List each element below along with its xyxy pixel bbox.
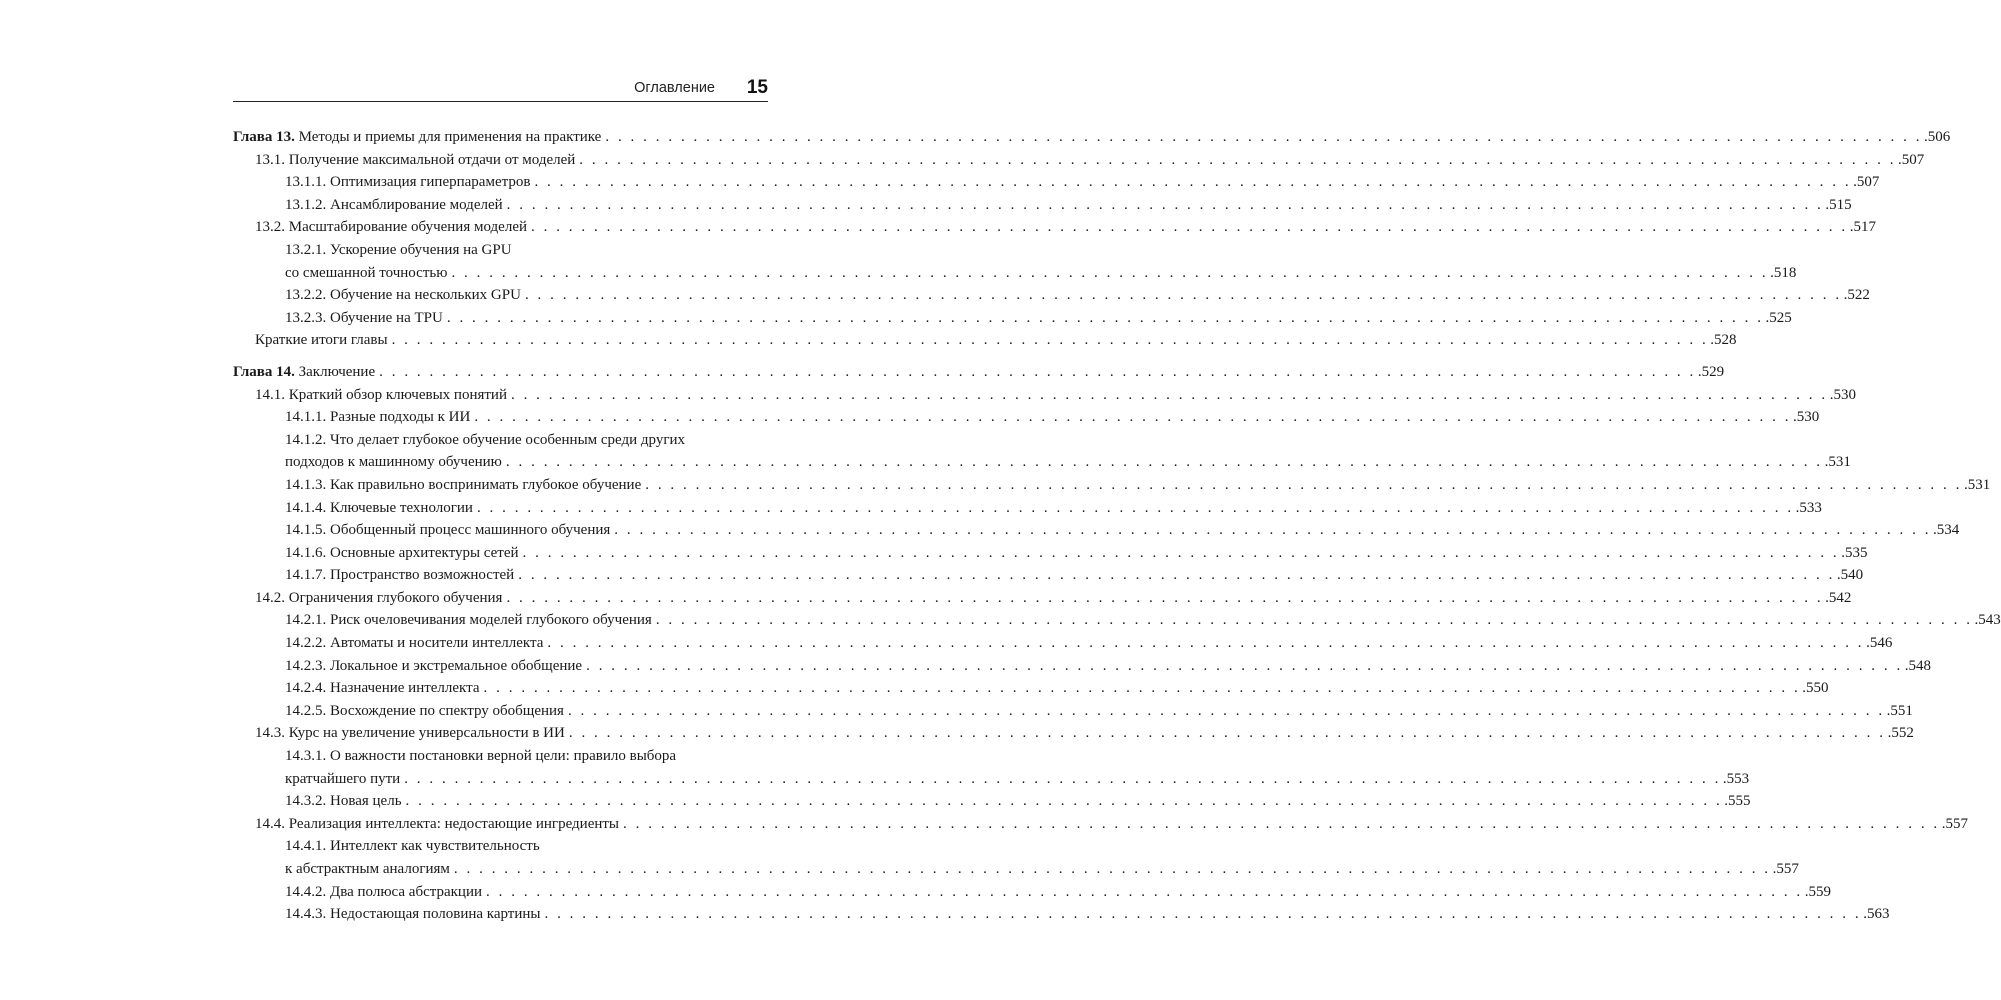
toc-entry-title [285,700,564,723]
toc-subsection-entry[interactable] [233,429,1851,474]
toc-entry-title [285,262,447,285]
toc-page-number: .546 [1866,635,1893,652]
toc-dot-leader: . . . . . . . . . . . . . . . . . . . . . . . . . . . . . . . . . . . . . . . . . . . . . . . . . . . . . . . . . . . . . . . . . . . . . . . . . . . . . . . . . . . . . . . . . . . . . . . . . . . . . . . . . [655,612,1973,629]
table-of-contents [233,126,2001,926]
toc-dot-leader: . . . . . . . . . . . . . . . . . . . . . . . . . . . . . . . . . . . . . . . . . . . . . . . . . . . . . . . . . . . . . . . . . . . . . . . . . . . . . . . . . . . . . . . . . . . . . . . . . . . . . . . . . [453,861,1771,877]
toc-subsection-entry[interactable] [233,497,1822,520]
toc-entry-title [285,406,470,429]
toc-entry-title-text: 14.1.4. Ключевые технологии [285,499,473,516]
toc-dot-leader: . . . . . . . . . . . . . . . . . . . . . . . . . . . . . . . . . . . . . . . . . . . . . . . . . . . . . . . . . . . . . . . . . . . . . . . . . . . . . . . . . . . . . . . . . . . . . . . . . . . . . . . . . [534,174,1852,191]
toc-dot-leader: . . . . . . . . . . . . . . . . . . . . . . . . . . . . . . . . . . . . . . . . . . . . . . . . . . . . . . . . . . . . . . . . . . . . . . . . . . . . . . . . . . . . . . . . . . . . . . . . . . . . . . . . . [451,264,1769,281]
toc-entry-title [285,474,641,497]
toc-entry-title-text: Заключение [294,363,376,380]
toc-entry-title-text: 13.1.2. Ансамблирование моделей [285,196,503,213]
toc-section-entry[interactable] [233,216,1876,239]
toc-entry-title-text: 14.3.2. Новая цель [285,793,402,810]
toc-page-number: .518 [1770,264,1797,281]
toc-section-entry[interactable] [233,329,1737,352]
toc-entry-title-text: 14.2.3. Локальное и экстремальное обобщение [285,657,583,674]
toc-entry-title [255,216,527,239]
toc-entry-title-first-line: 14.3.1. О важности постановки верной цели: правило выбора [285,748,677,765]
toc-page-number: .533 [1795,499,1822,516]
toc-entry-title-text: 13.2.2. Обучение на нескольких GPU [285,287,521,304]
toc-entry-line [285,609,2001,632]
toc-entry-line [285,171,1880,194]
toc-subsection-entry[interactable] [233,194,1852,217]
toc-chapter-label: Глава 14. [233,363,295,380]
toc-entry-line [255,722,1914,745]
toc-section-entry[interactable] [233,384,1856,407]
toc-entry-title [285,790,402,813]
toc-page-number: .557 [1941,815,1968,832]
toc-entry-title [255,813,619,836]
toc-entry-line [285,307,1792,330]
toc-entry-title-text: 13.2.3. Обучение на TPU [285,309,443,326]
toc-dot-leader: . . . . . . . . . . . . . . . . . . . . . . . . . . . . . . . . . . . . . . . . . . . . . . . . . . . . . . . . . . . . . . . . . . . . . . . . . . . . . . . . . . . . . . . . . . . . . . . . . . . . . . . . . [547,635,1865,652]
toc-page-number: .507 [1898,151,1925,168]
toc-subsection-entry[interactable] [233,406,1820,429]
toc-dot-leader: . . . . . . . . . . . . . . . . . . . . . . . . . . . . . . . . . . . . . . . . . . . . . . . . . . . . . . . . . . . . . . . . . . . . . . . . . . . . . . . . . . . . . . . . . . . . . . . . . . . . . . . . . [506,589,1824,606]
toc-entry-title [285,858,450,881]
toc-page-number: .555 [1724,793,1751,810]
toc-chapter-label: Глава 13. [233,129,295,145]
toc-entry-title [285,542,519,565]
toc-entry-title [255,587,502,610]
toc-page-number: .534 [1933,522,1960,539]
toc-chapter-block [233,361,2001,926]
toc-subsection-entry[interactable] [233,677,1829,700]
toc-dot-leader: . . . . . . . . . . . . . . . . . . . . . . . . . . . . . . . . . . . . . . . . . . . . . . . . . . . . . . . . . . . . . . . . . . . . . . . . . . . . . . . . . . . . . . . . . . . . . . . . . . . . . . . . . [524,287,1842,304]
toc-entry-title [255,149,575,172]
toc-entry-title-text: 13.1.1. Оптимизация гиперпараметров [285,174,531,191]
toc-entry-title-text: 14.1. Краткий обзор ключевых понятий [255,386,507,403]
toc-dot-leader: . . . . . . . . . . . . . . . . . . . . . . . . . . . . . . . . . . . . . . . . . . . . . . . . . . . . . . . . . . . . . . . . . . . . . . . . . . . . . . . . . . . . . . . . . . . . . . . . . . . . . . . . . [522,544,1840,561]
toc-entry-line [285,451,1851,474]
toc-entry-title-text: 14.1.6. Основные архитектуры сетей [285,544,519,561]
toc-entry-title-text: 14.3. Курс на увеличение универсальности в ИИ [255,725,565,742]
toc-entry-title [255,329,388,352]
toc-entry-line [285,284,1870,307]
toc-entry-line [285,194,1852,217]
toc-entry-title [285,564,514,587]
toc-entry-title-text: 14.1.7. Пространство возможностей [285,567,515,584]
toc-entry-title-text: 14.2.4. Назначение интеллекта [285,680,480,697]
running-header [233,79,768,102]
toc-page-number: .535 [1841,544,1868,561]
toc-entry-line [233,126,1951,149]
toc-entry-first-line [285,429,768,452]
toc-subsection-entry[interactable] [233,632,1893,655]
toc-page-number: .531 [1824,454,1851,471]
toc-dot-leader: . . . . . . . . . . . . . . . . . . . . . . . . . . . . . . . . . . . . . . . . . . . . . . . . . . . . . . . . . . . . . . . . . . . . . . . . . . . . . . . . . . . . . . . . . . . . . . . . . . . . . . . . . [486,883,1803,900]
toc-page-number: .530 [1829,386,1856,403]
toc-section-entry[interactable] [233,587,1852,610]
toc-dot-leader: . . . . . . . . . . . . . . . . . . . . . . . . . . . . . . . . . . . . . . . . . . . . . . . . . . . . . . . . . . . . . . . . . . . . . . . . . . . . . . . . . . . . . . . . . . . . . . . . . . . . . . . . . [483,680,1801,697]
toc-entry-title [285,609,652,632]
toc-entry-title [285,451,502,474]
toc-entry-title-text: 14.2.5. Восхождение по спектру обобщения [285,702,564,719]
toc-entry-title-text: Методы и приемы для применения на практике [294,129,602,145]
toc-subsection-entry[interactable] [233,542,1868,565]
toc-entry-first-line [285,745,768,768]
toc-page-number: .528 [1710,332,1737,349]
toc-entry-line [285,858,1799,881]
toc-entry-line [285,677,1829,700]
toc-subsection-entry[interactable] [233,239,1797,284]
toc-section-entry[interactable] [233,149,1925,172]
toc-entry-line [285,790,1751,813]
toc-entry-title-text: к абстрактным аналогиям [285,861,450,877]
toc-entry-line [285,903,1890,926]
toc-page-number: .515 [1825,196,1852,213]
toc-subsection-entry[interactable] [233,307,1792,330]
toc-entry-title [285,519,610,542]
toc-dot-leader: . . . . . . . . . . . . . . . . . . . . . . . . . . . . . . . . . . . . . . . . . . . . . . . . . . . . . . . . . . . . . . . . . . . . . . . . . . . . . . . . . . . . . . . . . . . . . . . . . . . . . . . . . [474,409,1792,426]
toc-page-number: .525 [1765,309,1792,326]
toc-subsection-entry[interactable] [233,903,1890,926]
toc-entry-title [285,284,521,307]
toc-dot-leader: . . . . . . . . . . . . . . . . . . . . . . . . . . . . . . . . . . . . . . . . . . . . . . . . . . . . . . . . . . . . . . . . . . . . . . . . . . . . . . . . . . . . . . . . . . . . . . . . . . . . . . . . . [518,567,1835,584]
toc-dot-leader: . . . . . . . . . . . . . . . . . . . . . . . . . . . . . . . . . . . . . . . . . . . . . . . . . . . . . . . . . . . . . . . . . . . . . . . . . . . . . . . . . . . . . . . . . . . . . . . . . . . . . . . . . [379,363,1696,380]
toc-entry-line [255,216,1876,239]
toc-entry-title-text: 14.4. Реализация интеллекта: недостающие ингредиенты [255,815,620,832]
toc-page-number: .522 [1843,287,1870,304]
toc-entry-line [255,329,1737,352]
toc-entry-title [285,194,503,217]
toc-entry-line [285,474,1991,497]
toc-subsection-entry[interactable] [233,474,1991,497]
toc-entry-title-text: 13.1. Получение максимальной отдачи от моделей [255,151,576,168]
toc-subsection-entry[interactable] [233,835,1799,880]
toc-subsection-entry[interactable] [233,881,1831,904]
toc-dot-leader: . . . . . . . . . . . . . . . . . . . . . . . . . . . . . . . . . . . . . . . . . . . . . . . . . . . . . . . . . . . . . . . . . . . . . . . . . . . . . . . . . . . . . . . . . . . . . . . . . . . . . . . . . [623,815,1940,832]
toc-entry-title [285,677,480,700]
toc-entry-title [255,722,565,745]
toc-entry-line [285,406,1820,429]
toc-entry-title-text: 14.2. Ограничения глубокого обучения [255,589,503,606]
toc-page-number: .548 [1904,657,1932,674]
toc-entry-title [233,361,375,384]
toc-subsection-entry[interactable] [233,655,1932,678]
toc-section-entry[interactable] [233,722,1914,745]
toc-entry-title [285,655,582,678]
toc-page-number: .542 [1825,589,1852,606]
toc-entry-title-text: 14.1.5. Обобщенный процесс машинного обучения [285,522,611,539]
toc-dot-leader: . . . . . . . . . . . . . . . . . . . . . . . . . . . . . . . . . . . . . . . . . . . . . . . . . . . . . . . . . . . . . . . . . . . . . . . . . . . . . . . . . . . . . . . . . . . . . . . . . . . . . . . . . [506,196,1824,213]
toc-dot-leader: . . . . . . . . . . . . . . . . . . . . . . . . . . . . . . . . . . . . . . . . . . . . . . . . . . . . . . . . . . . . . . . . . . . . . . . . . . . . . . . . . . . . . . . . . . . . . . . . . . . . . . . . . [476,499,1794,516]
toc-entry-title-text: 14.4.2. Два полюса абстракции [285,883,483,900]
toc-chapter-entry[interactable] [233,361,1725,384]
toc-subsection-entry[interactable] [233,700,1913,723]
toc-entry-title [233,126,601,149]
toc-subsection-entry[interactable] [233,284,1870,307]
toc-entry-title-text: 14.4.3. Недостающая половина картины [285,906,541,923]
toc-page-number: .553 [1722,770,1750,787]
toc-page-number: .563 [1863,906,1890,923]
toc-dot-leader: . . . . . . . . . . . . . . . . . . . . . . . . . . . . . . . . . . . . . . . . . . . . . . . . . . . . . . . . . . . . . . . . . . . . . . . . . . . . . . . . . . . . . . . . . . . . . . . . . . . . . . . . . [645,476,1962,493]
toc-entry-line [285,542,1868,565]
toc-page-number: .552 [1887,725,1914,742]
toc-entry-line [255,813,1968,836]
toc-entry-line [285,564,1864,587]
toc-subsection-entry[interactable] [233,519,1960,542]
toc-entry-title-text: 14.2.2. Автоматы и носители интеллекта [285,635,544,652]
toc-dot-leader: . . . . . . . . . . . . . . . . . . . . . . . . . . . . . . . . . . . . . . . . . . . . . . . . . . . . . . . . . . . . . . . . . . . . . . . . . . . . . . . . . . . . . . . . . . . . . . . . . . . . . . . . . [605,129,1923,145]
toc-dot-leader: . . . . . . . . . . . . . . . . . . . . . . . . . . . . . . . . . . . . . . . . . . . . . . . . . . . . . . . . . . . . . . . . . . . . . . . . . . . . . . . . . . . . . . . . . . . . . . . . . . . . . . . . . [405,793,1723,810]
toc-entry-title-text: 14.2.1. Риск очеловечивания моделей глубокого обучения [285,612,652,629]
toc-page-number: .559 [1804,883,1831,900]
header-page-number: 15 [746,77,768,98]
toc-dot-leader: . . . . . . . . . . . . . . . . . . . . . . . . . . . . . . . . . . . . . . . . . . . . . . . . . . . . . . . . . . . . . . . . . . . . . . . . . . . . . . . . . . . . . . . . . . . . . . . . . . . . . . . . . [391,332,1709,349]
toc-entry-title-text: Краткие итоги главы [255,332,388,349]
toc-subsection-entry[interactable] [233,745,1750,790]
toc-entry-title [255,384,507,407]
toc-dot-leader: . . . . . . . . . . . . . . . . . . . . . . . . . . . . . . . . . . . . . . . . . . . . . . . . . . . . . . . . . . . . . . . . . . . . . . . . . . . . . . . . . . . . . . . . . . . . . . . . . . . . . . . . . [510,386,1828,403]
toc-dot-leader: . . . . . . . . . . . . . . . . . . . . . . . . . . . . . . . . . . . . . . . . . . . . . . . . . . . . . . . . . . . . . . . . . . . . . . . . . . . . . . . . . . . . . . . . . . . . . . . . . . . . . . . . . [404,770,1721,787]
toc-dot-leader: . . . . . . . . . . . . . . . . . . . . . . . . . . . . . . . . . . . . . . . . . . . . . . . . . . . . . . . . . . . . . . . . . . . . . . . . . . . . . . . . . . . . . . . . . . . . . . . . . . . . . . . . . [586,657,1903,674]
toc-entry-title-text: 14.1.1. Разные подходы к ИИ [285,409,471,426]
toc-entry-line [285,497,1822,520]
toc-entry-title-text: кратчайшего пути [285,770,401,787]
toc-page-number: .540 [1836,567,1864,584]
toc-entry-title [285,307,443,330]
toc-entry-line [233,361,1725,384]
toc-entry-line [285,655,1932,678]
toc-dot-leader: . . . . . . . . . . . . . . . . . . . . . . . . . . . . . . . . . . . . . . . . . . . . . . . . . . . . . . . . . . . . . . . . . . . . . . . . . . . . . . . . . . . . . . . . . . . . . . . . . . . . . . . . . [531,219,1848,236]
toc-chapter-block [233,126,1951,352]
toc-entry-title-text: подходов к машинному обучению [285,454,502,471]
toc-entry-title-first-line: 14.1.2. Что делает глубокое обучение особенным среди других [285,431,686,448]
toc-entry-line [285,632,1893,655]
toc-section-entry[interactable] [233,813,1968,836]
toc-entry-title-first-line: 14.4.1. Интеллект как чувствительность [285,838,540,855]
toc-page-number: .507 [1853,174,1880,191]
toc-chapter-entry[interactable] [233,126,1951,149]
toc-page-number: .506 [1924,129,1951,145]
toc-entry-title [285,171,530,194]
toc-entry-line [285,881,1831,904]
toc-dot-leader: . . . . . . . . . . . . . . . . . . . . . . . . . . . . . . . . . . . . . . . . . . . . . . . . . . . . . . . . . . . . . . . . . . . . . . . . . . . . . . . . . . . . . . . . . . . . . . . . . . . . . . . . . [567,702,1885,719]
toc-entry-line [285,519,1960,542]
toc-subsection-entry[interactable] [233,564,1864,587]
toc-entry-line [255,587,1852,610]
toc-subsection-entry[interactable] [233,609,2001,632]
toc-dot-leader: . . . . . . . . . . . . . . . . . . . . . . . . . . . . . . . . . . . . . . . . . . . . . . . . . . . . . . . . . . . . . . . . . . . . . . . . . . . . . . . . . . . . . . . . . . . . . . . . . . . . . . . . . [614,522,1931,539]
toc-page-number: .543 [1974,612,2001,629]
toc-entry-title [285,632,543,655]
toc-entry-title [285,903,540,926]
toc-page-number: .529 [1697,363,1725,380]
toc-subsection-entry[interactable] [233,171,1880,194]
toc-entry-title [285,881,482,904]
toc-entry-title-text: 14.1.3. Как правильно воспринимать глубокое обучение [285,476,642,493]
toc-subsection-entry[interactable] [233,790,1751,813]
toc-entry-title-first-line: 13.2.1. Ускорение обучения на GPU [285,241,512,258]
toc-page-number: .530 [1793,409,1820,426]
toc-entry-line [255,384,1856,407]
toc-entry-line [285,262,1797,285]
toc-page-number: .557 [1772,861,1799,877]
header-section-title: Оглавление [634,80,715,96]
toc-entry-line [255,149,1925,172]
toc-dot-leader: . . . . . . . . . . . . . . . . . . . . . . . . . . . . . . . . . . . . . . . . . . . . . . . . . . . . . . . . . . . . . . . . . . . . . . . . . . . . . . . . . . . . . . . . . . . . . . . . . . . . . . . . . [568,725,1886,742]
toc-entry-first-line [285,239,768,262]
toc-page-number: .531 [1963,476,1991,493]
toc-dot-leader: . . . . . . . . . . . . . . . . . . . . . . . . . . . . . . . . . . . . . . . . . . . . . . . . . . . . . . . . . . . . . . . . . . . . . . . . . . . . . . . . . . . . . . . . . . . . . . . . . . . . . . . . . [579,151,1896,168]
toc-dot-leader: . . . . . . . . . . . . . . . . . . . . . . . . . . . . . . . . . . . . . . . . . . . . . . . . . . . . . . . . . . . . . . . . . . . . . . . . . . . . . . . . . . . . . . . . . . . . . . . . . . . . . . . . . [446,309,1764,326]
toc-entry-title-text: со смешанной точностью [285,264,448,281]
toc-entry-line [285,700,1913,723]
toc-entry-line [285,768,1750,791]
toc-dot-leader: . . . . . . . . . . . . . . . . . . . . . . . . . . . . . . . . . . . . . . . . . . . . . . . . . . . . . . . . . . . . . . . . . . . . . . . . . . . . . . . . . . . . . . . . . . . . . . . . . . . . . . . . . [505,454,1823,471]
toc-page-number: .550 [1802,680,1829,697]
toc-entry-title [285,768,400,791]
toc-dot-leader: . . . . . . . . . . . . . . . . . . . . . . . . . . . . . . . . . . . . . . . . . . . . . . . . . . . . . . . . . . . . . . . . . . . . . . . . . . . . . . . . . . . . . . . . . . . . . . . . . . . . . . . . . [544,906,1862,923]
toc-entry-title-text: 13.2. Масштабирование обучения моделей [255,219,527,236]
toc-entry-first-line [285,835,768,858]
toc-page-number: .517 [1849,219,1876,236]
toc-entry-title [285,497,473,520]
toc-page-number: .551 [1886,702,1913,719]
